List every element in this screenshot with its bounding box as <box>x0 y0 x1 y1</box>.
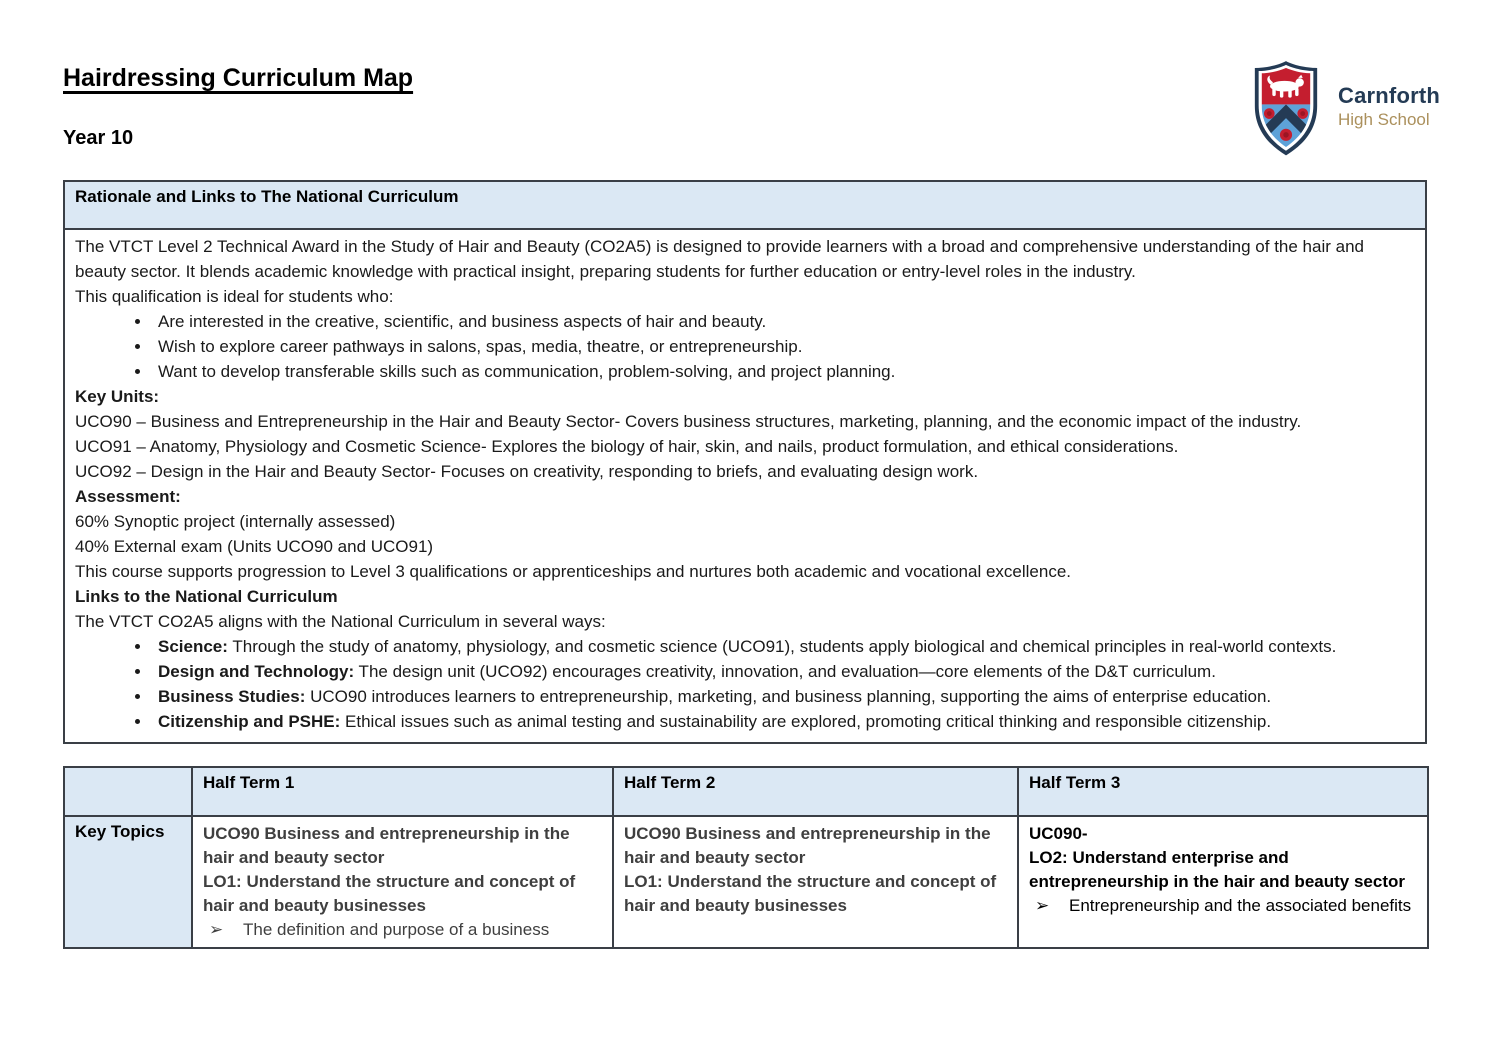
topic-bold-line: LO2: Understand enterprise and entrepreneurship in the hair and beauty sector <box>1029 848 1405 891</box>
assessment-line: 60% Synoptic project (internally assessed) <box>75 512 396 531</box>
topic-bold-line: UCO90 Business and entrepreneurship in the hair and beauty sector <box>624 824 991 867</box>
links-heading: Links to the National Curriculum <box>75 587 338 606</box>
topic-bullet-text: Entrepreneurship and the associated benefits <box>1069 896 1412 915</box>
topic-bullet <box>1029 894 1417 918</box>
topic-bold-line: UC090- <box>1029 824 1088 843</box>
school-tagline: High School <box>1338 109 1430 129</box>
key-unit-line: UCO90 – Business and Entrepreneurship in the Hair and Beauty Sector- Covers business structures, marketing, planning, and the economic impact of the industry. <box>75 412 1302 431</box>
links-bullet-label: Science: <box>158 637 228 656</box>
half-term-header-row <box>64 767 1428 816</box>
links-bullet-label: Citizenship and PSHE: <box>158 712 341 731</box>
topic-bullet-text: The definition and purpose of a business <box>243 920 550 939</box>
key-topics-half-term-3 <box>1018 816 1428 948</box>
links-intro: The VTCT CO2A5 aligns with the National Curriculum in several ways: <box>75 612 606 631</box>
key-unit-line: UCO92 – Design in the Hair and Beauty Sector- Focuses on creativity, responding to briefs, and evaluating design work. <box>75 462 979 481</box>
page-title: Hairdressing Curriculum Map <box>63 64 414 92</box>
links-bullet-label: Design and Technology: <box>158 662 355 681</box>
arrow-bullet-icon: ➢ <box>1035 896 1050 915</box>
assessment-line: 40% External exam (Units UCO90 and UCO91) <box>75 537 434 556</box>
school-name: Carnforth <box>1338 82 1441 108</box>
key-topics-label: Key Topics <box>64 816 192 948</box>
half-term-2-header: Half Term 2 <box>613 767 1018 816</box>
links-bullet-label: Business Studies: <box>158 687 306 706</box>
links-bullet-text: UCO90 introduces learners to entrepreneurship, marketing, and business planning, supporting the aims of enterprise education. <box>305 687 1272 706</box>
key-units-heading: Key Units: <box>75 387 160 406</box>
key-topics-half-term-1 <box>192 816 613 948</box>
links-bullet-list <box>75 634 1413 734</box>
who-bullet-list <box>75 309 1413 384</box>
rationale-intro: The VTCT Level 2 Technical Award in the Study of Hair and Beauty (CO2A5) is designed to provide learners with a broad and comprehensive understanding of the hair and beauty sector. It blends academic knowledge with practical insight, preparing students for further education or entry-level roles in the industry. <box>75 237 1364 281</box>
links-bullet-text: Through the study of anatomy, physiology, and cosmetic science (UCO91), students apply biological and chemical principles in real-world contexts. <box>227 637 1337 656</box>
links-bullet <box>152 684 1413 709</box>
topic-bullet <box>203 918 602 942</box>
links-bullet <box>152 709 1413 734</box>
half-term-table <box>63 766 1429 949</box>
links-bullet <box>152 659 1413 684</box>
who-bullet: • Want to develop transferable skills such as communication, problem-solving, and project planning. <box>152 359 1413 384</box>
rationale-intro-2: This qualification is ideal for students who: <box>75 287 394 306</box>
corner-cell <box>64 767 192 816</box>
links-bullet-text: Ethical issues such as animal testing and sustainability are explored, promoting critical thinking and responsible citizenship. <box>340 712 1272 731</box>
topic-bold-line: UCO90 Business and entrepreneurship in the hair and beauty sector <box>203 824 570 867</box>
assessment-heading: Assessment: <box>75 487 181 506</box>
topic-bold-line: LO1: Understand the structure and concept of hair and beauty businesses <box>624 872 997 915</box>
rationale-header: Rationale and Links to The National Curriculum <box>65 182 1425 230</box>
key-topics-half-term-2 <box>613 816 1018 948</box>
key-unit-line: UCO91 – Anatomy, Physiology and Cosmetic Science- Explores the biology of hair, skin, and nails, product formulation, and ethical considerations. <box>75 437 1179 456</box>
arrow-bullet-icon: ➢ <box>209 920 224 939</box>
rationale-body <box>65 230 1425 742</box>
assessment-line: This course supports progression to Level 3 qualifications or apprenticeships and nurtures both academic and vocational excellence. <box>75 562 1072 581</box>
who-bullet: • Wish to explore career pathways in salons, spas, media, theatre, or entrepreneurship. <box>152 334 1413 359</box>
rationale-table <box>63 180 1427 744</box>
half-term-1-header: Half Term 1 <box>192 767 613 816</box>
half-term-3-header: Half Term 3 <box>1018 767 1428 816</box>
links-bullet-text: The design unit (UCO92) encourages creativity, innovation, and evaluation—core elements of the D&T curriculum. <box>354 662 1216 681</box>
who-bullet: • Are interested in the creative, scientific, and business aspects of hair and beauty. <box>152 309 1413 334</box>
topic-bold-line: LO1: Understand the structure and concept of hair and beauty businesses <box>203 872 576 915</box>
year-heading: Year 10 <box>63 127 134 149</box>
key-topics-row <box>64 816 1428 948</box>
links-bullet <box>152 634 1413 659</box>
